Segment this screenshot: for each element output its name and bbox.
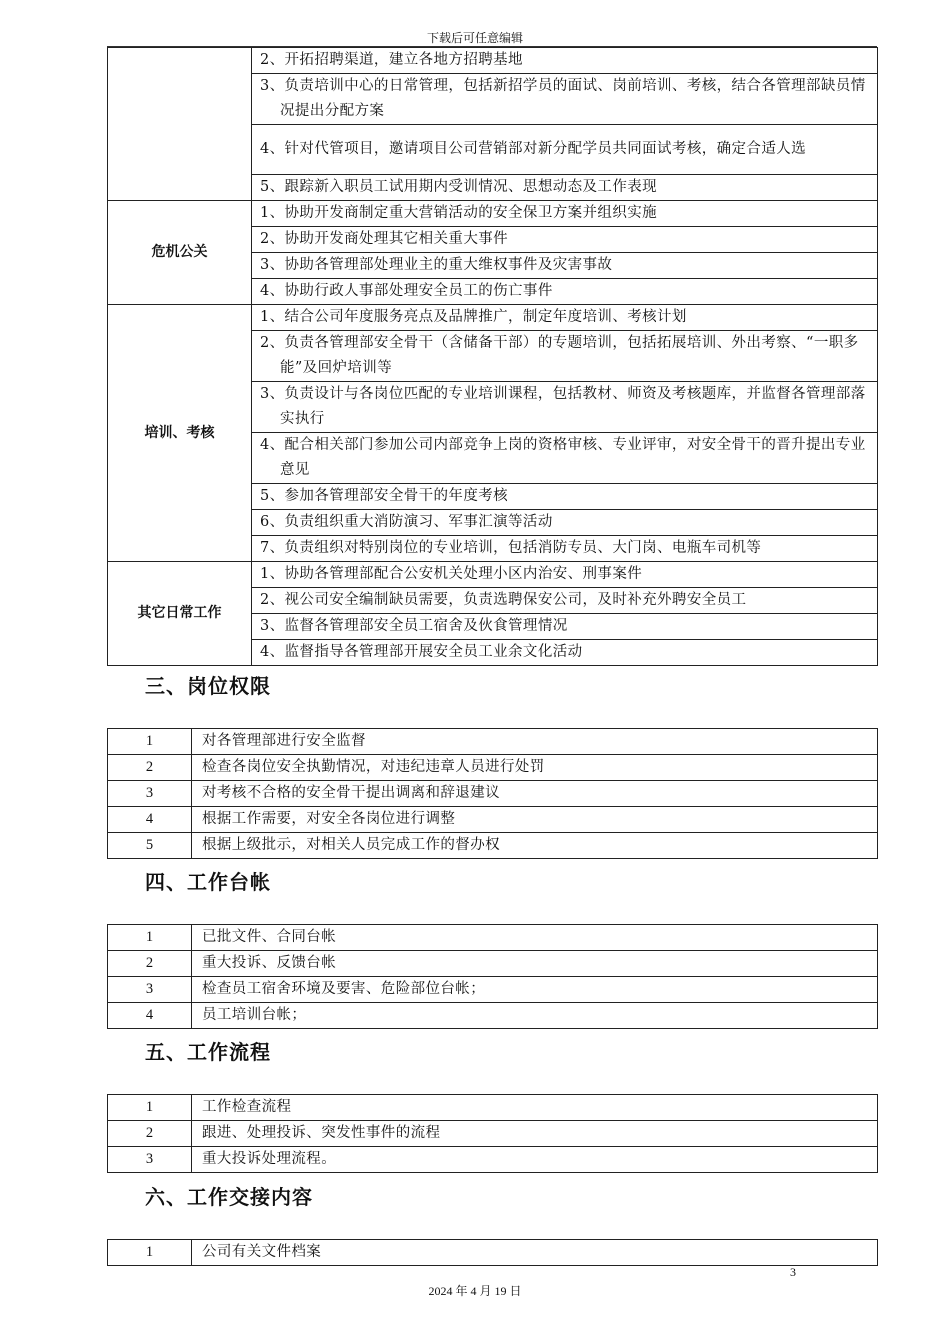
row-number: 2	[108, 1121, 192, 1147]
row-text: 重大投诉处理流程。	[192, 1147, 878, 1173]
duty-item: 2、协助开发商处理其它相关重大事件	[252, 227, 878, 253]
duty-item: 1、结合公司年度服务亮点及品牌推广，制定年度培训、考核计划	[252, 305, 878, 331]
section-title-workflow: 五、工作流程	[145, 1040, 271, 1064]
table-row	[108, 807, 878, 833]
row-number: 5	[108, 833, 192, 859]
duty-item: 5、参加各管理部安全骨干的年度考核	[252, 484, 878, 510]
row-text: 公司有关文件档案	[192, 1240, 878, 1266]
row-text: 重大投诉、反馈台帐	[192, 951, 878, 977]
table-row	[108, 1003, 878, 1029]
row-text: 检查员工宿舍环境及要害、危险部位台帐；	[192, 977, 878, 1003]
row-number: 2	[108, 755, 192, 781]
duty-item: 1、协助开发商制定重大营销活动的安全保卫方案并组织实施	[252, 201, 878, 227]
table-row	[108, 755, 878, 781]
section-title-handover: 六、工作交接内容	[145, 1185, 313, 1209]
table-row	[108, 1121, 878, 1147]
table-row	[108, 925, 878, 951]
duty-item: 2、视公司安全编制缺员需要，负责选聘保安公司，及时补充外聘安全员工	[252, 588, 878, 614]
ledgers-table	[107, 924, 878, 1029]
handover-table	[107, 1239, 878, 1266]
table-row	[108, 833, 878, 859]
row-number: 2	[108, 951, 192, 977]
row-number: 1	[108, 925, 192, 951]
row-text: 对各管理部进行安全监督	[192, 729, 878, 755]
duty-item: 7、负责组织对特别岗位的专业培训，包括消防专员、大门岗、电瓶车司机等	[252, 536, 878, 562]
row-number: 1	[108, 729, 192, 755]
row-text: 根据上级批示，对相关人员完成工作的督办权	[192, 833, 878, 859]
row-number: 3	[108, 977, 192, 1003]
row-number: 4	[108, 1003, 192, 1029]
table-row	[108, 951, 878, 977]
table-row	[108, 781, 878, 807]
table-row	[108, 1147, 878, 1173]
row-text: 已批文件、合同台帐	[192, 925, 878, 951]
duty-item: 3、协助各管理部处理业主的重大维权事件及灾害事故	[252, 253, 878, 279]
duty-item: 6、负责组织重大消防演习、军事汇演等活动	[252, 510, 878, 536]
duty-item: 1、协助各管理部配合公安机关处理小区内治安、刑事案件	[252, 562, 878, 588]
table-row	[108, 977, 878, 1003]
table-row	[108, 1095, 878, 1121]
row-number: 3	[108, 1147, 192, 1173]
duty-item: 4、协助行政人事部处理安全员工的伤亡事件	[252, 279, 878, 305]
duty-category: 危机公关	[108, 201, 252, 305]
row-number: 1	[108, 1240, 192, 1266]
duty-item: 4、针对代管项目，邀请项目公司营销部对新分配学员共同面试考核，确定合适人选	[252, 125, 878, 175]
row-number: 3	[108, 781, 192, 807]
section-title-ledgers: 四、工作台帐	[145, 870, 271, 894]
row-text: 检查各岗位安全执勤情况，对违纪违章人员进行处罚	[192, 755, 878, 781]
page-header-note: 下载后可任意编辑	[426, 31, 523, 45]
table-row	[108, 729, 878, 755]
duty-item: 4、配合相关部门参加公司内部竞争上岗的资格审核、专业评审，对安全骨干的晋升提出专业意见	[252, 433, 878, 484]
table-row	[108, 1240, 878, 1266]
duty-item: 4、监督指导各管理部开展安全员工业余文化活动	[252, 640, 878, 666]
duty-item: 2、负责各管理部安全骨干（含储备干部）的专题培训，包括拓展培训、外出考察、“一职多能”及回炉培训等	[252, 331, 878, 382]
row-number: 1	[108, 1095, 192, 1121]
duty-item: 3、负责培训中心的日常管理，包括新招学员的面试、岗前培训、考核，结合各管理部缺员情况提出分配方案	[252, 74, 878, 125]
duty-category: 其它日常工作	[108, 562, 252, 666]
permissions-table	[107, 728, 878, 859]
row-text: 工作检查流程	[192, 1095, 878, 1121]
duty-table	[107, 47, 878, 666]
workflow-table	[107, 1094, 878, 1173]
duty-item: 3、负责设计与各岗位匹配的专业培训课程，包括教材、师资及考核题库，并监督各管理部落实执行	[252, 382, 878, 433]
duty-item: 5、跟踪新入职员工试用期内受训情况、思想动态及工作表现	[252, 175, 878, 201]
row-text: 员工培训台帐；	[192, 1003, 878, 1029]
duty-category	[108, 48, 252, 201]
page-number: 3	[790, 1265, 796, 1279]
row-text: 根据工作需要，对安全各岗位进行调整	[192, 807, 878, 833]
row-text: 对考核不合格的安全骨干提出调离和辞退建议	[192, 781, 878, 807]
section-title-permissions: 三、岗位权限	[145, 674, 271, 698]
duty-category: 培训、考核	[108, 305, 252, 562]
footer-date: 2024 年 4 月 19 日	[428, 1284, 522, 1298]
row-number: 4	[108, 807, 192, 833]
row-text: 跟进、处理投诉、突发性事件的流程	[192, 1121, 878, 1147]
duty-item: 3、监督各管理部安全员工宿舍及伙食管理情况	[252, 614, 878, 640]
duty-item: 2、开拓招聘渠道，建立各地方招聘基地	[252, 48, 878, 74]
